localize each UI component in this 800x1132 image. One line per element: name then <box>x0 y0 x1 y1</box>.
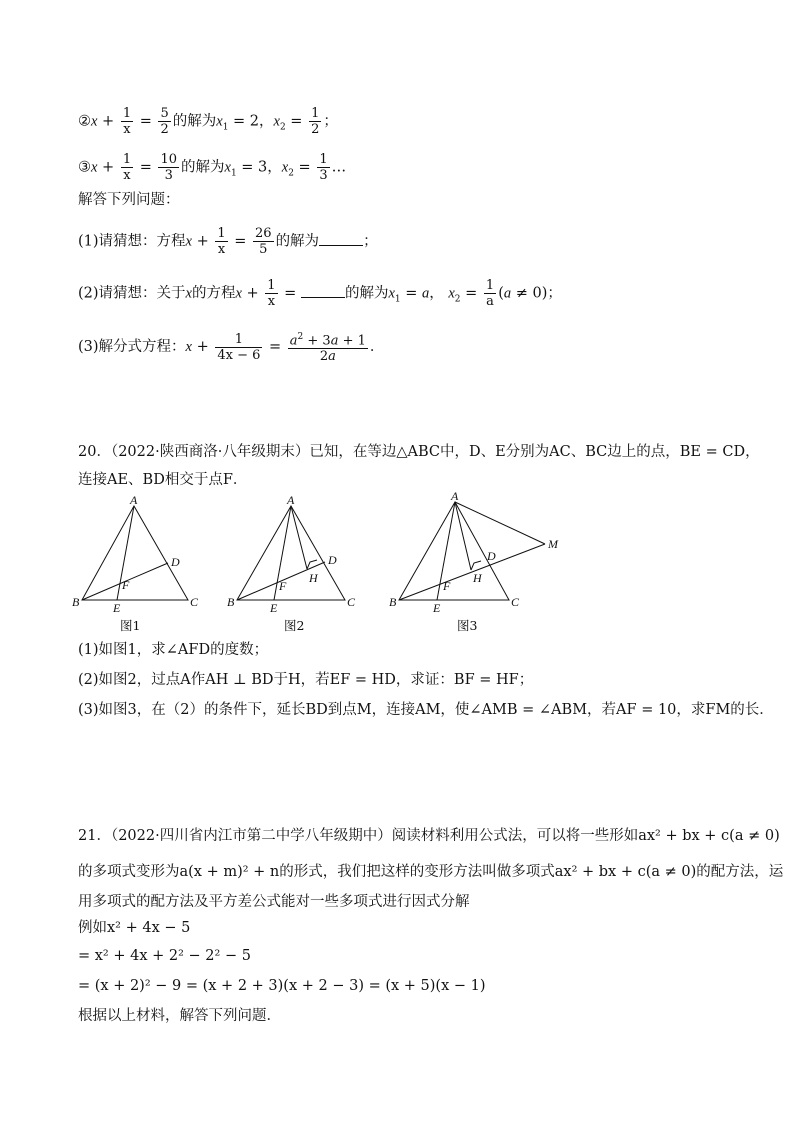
q21-stem-line2: 的多项式变形为a(x + m)² + n的形式，我们把这样的变形方法叫做多项式ax² + bx + c(a ≠ 0)的配方法，运 <box>78 864 784 880</box>
q19-part3: (3)解分式方程：x + $\frac{1}{4x - 6}$ = $\frac{a^2 + 3a + 1}{2a}$ ． <box>78 331 385 365</box>
point-label-B: B <box>227 595 235 609</box>
fraction-26-over-5: $\frac{26}{5}$ <box>255 226 272 257</box>
figure-3-diagram <box>385 490 570 616</box>
point-label-C: C <box>347 595 356 609</box>
q21-example-step2: = (x + 2)² − 9 = (x + 2 + 3)(x + 2 − 3) = (x + 5)(x − 1) <box>78 978 486 994</box>
q20-stem-line1: 20．（2022·陕西商洛·八年级期末）已知，在等边△ABC中，D、E分别为AC、BC边上的点，BE = CD， <box>78 444 760 460</box>
point-label-E: E <box>433 601 441 615</box>
fraction-1-over-x: $\frac{1}{x}$ <box>122 106 132 137</box>
point-label-E: E <box>113 601 121 615</box>
q20-stem-line2: 连接AE、BD相交于点F． <box>78 472 248 488</box>
q21-stem-line3: 用多项式的配方法及平方差公式能对一些多项式进行因式分解 <box>78 894 470 910</box>
point-label-H: H <box>473 571 482 585</box>
q20-part2: (2)如图2，过点A作AH ⊥ BD于H，若EF = HD，求证：BF = HF； <box>78 672 534 688</box>
figure-3-caption: 图3 <box>457 618 478 633</box>
fraction-1-over-a: $\frac{1}{a}$ <box>485 278 495 309</box>
point-label-C: C <box>511 595 520 609</box>
point-label-A: A <box>287 496 295 507</box>
fraction-1-over-x: $\frac{1}{x}$ <box>267 278 276 309</box>
fraction-10-over-3: $\frac{10}{3}$ <box>160 152 178 183</box>
q19-intro: 解答下列问题： <box>78 192 180 208</box>
fraction-1-over-3: $\frac{1}{3}$ <box>319 152 328 183</box>
q21-outro: 根据以上材料，解答下列问题． <box>78 1008 281 1024</box>
q20-part3: (3)如图3，在（2）的条件下，延长BD到点M，连接AM，使∠AMB = ∠ABM，若AF = 10，求FM的长． <box>78 702 774 718</box>
point-label-F: F <box>279 579 287 593</box>
point-label-A: A <box>451 490 459 503</box>
q20-part1: (1)如图1，求∠AFD的度数； <box>78 642 269 658</box>
point-label-B: B <box>72 595 80 609</box>
fraction-1-over-x: $\frac{1}{x}$ <box>217 226 226 257</box>
answer-blank[interactable] <box>319 231 363 246</box>
point-label-M: M <box>548 537 558 551</box>
q21-example-step1: = x² + 4x + 2² − 2² − 5 <box>78 948 251 964</box>
q21-example-title: 例如x² + 4x − 5 <box>78 920 191 936</box>
figure-2-caption: 图2 <box>284 618 305 633</box>
q19-part2: (2)请猜想：关于x的方程x + $\frac{1}{x}$ = 的解为$x_1 = a$， $x_2$ = $\frac{1}{a}$ (a ≠ 0)； <box>78 278 562 309</box>
q19-line2: ②x + $\frac{1}{x}$ = $\frac{5}{2}$ 的解为$x_1 = 2$，$x_2$ = $\frac{1}{2}$ ； <box>78 106 338 137</box>
figure-1-caption: 图1 <box>120 618 141 633</box>
q21-stem-line1: 21．（2022·四川省内江市第二中学八年级期中）阅读材料利用公式法，可以将一些形如ax² + bx + c(a ≠ 0) <box>78 828 780 844</box>
q19-line3: ③x + $\frac{1}{x}$ = $\frac{10}{3}$ 的解为$x_1 = 3$，$x_2$ = $\frac{1}{3}$ … <box>78 152 347 183</box>
point-label-A: A <box>130 496 138 507</box>
fraction-1-over-x: $\frac{1}{x}$ <box>122 152 132 183</box>
point-label-E: E <box>270 601 278 615</box>
point-label-F: F <box>122 578 130 592</box>
point-label-H: H <box>309 571 318 585</box>
point-label-C: C <box>190 595 199 609</box>
point-label-D: D <box>487 549 496 563</box>
fraction-1-over-2: $\frac{1}{2}$ <box>311 106 320 137</box>
answer-blank[interactable] <box>301 283 345 298</box>
figure-2-diagram <box>225 496 365 616</box>
fraction-a2-3a-1-over-2a: $\frac{a^2 + 3a + 1}{2a}$ <box>289 332 366 365</box>
point-label-B: B <box>389 595 397 609</box>
point-label-D: D <box>171 555 180 569</box>
q19-part1: (1)请猜想：方程x + $\frac{1}{x}$ = $\frac{26}{5}$ 的解为 ； <box>78 226 378 257</box>
point-label-D: D <box>328 553 337 567</box>
point-label-F: F <box>443 579 451 593</box>
fraction-1-over-4x-6: $\frac{1}{4x - 6}$ <box>217 331 261 363</box>
fraction-5-over-2: $\frac{5}{2}$ <box>160 106 169 137</box>
figure-1-diagram <box>70 496 210 616</box>
